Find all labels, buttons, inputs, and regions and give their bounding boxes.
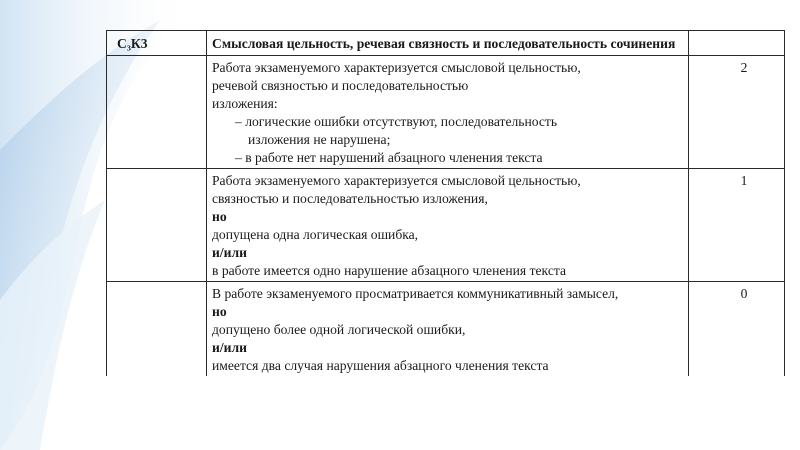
conjunction: но: [212, 304, 227, 319]
criterion-title: Смысловая цельность, речевая связность и последовательность сочинения: [207, 31, 689, 56]
score-value: 0: [689, 282, 785, 377]
bullet-item: – логические ошибки отсутствуют, последовательность: [235, 114, 558, 129]
criteria-table: [106, 30, 785, 376]
bullet-item: – в работе нет нарушений абзацного членения текста: [235, 150, 543, 165]
table-row: [107, 56, 785, 169]
table-row: [107, 169, 785, 282]
conjunction: но: [212, 209, 227, 224]
criterion-code: С₃К3: [107, 31, 207, 56]
row-description: Работа экзаменуемого характеризуется смысловой цельностью, речевой связностью и последовательностью изложения: – логические ошибки отсутствуют, последовательность изложения не нарушена; – в работе нет нарушений абзацного членения текста: [207, 56, 689, 169]
row-description: В работе экзаменуемого просматривается коммуникативный замысел, но допущено более одной логической ошибки, и/или имеется два случая нарушения абзацного членения текста: [207, 282, 689, 377]
conjunction: и/или: [212, 340, 247, 355]
conjunction: и/или: [212, 245, 247, 260]
row-description: Работа экзаменуемого характеризуется смысловой цельностью, связностью и последовательностью изложения, но допущена одна логическая ошибка, и/или в работе имеется одно нарушение абзацного членения текста: [207, 169, 689, 282]
score-value: 1: [689, 169, 785, 282]
table-row: [107, 282, 785, 377]
score-header: [689, 31, 785, 56]
score-value: 2: [689, 56, 785, 169]
table-header-row: [107, 31, 785, 56]
